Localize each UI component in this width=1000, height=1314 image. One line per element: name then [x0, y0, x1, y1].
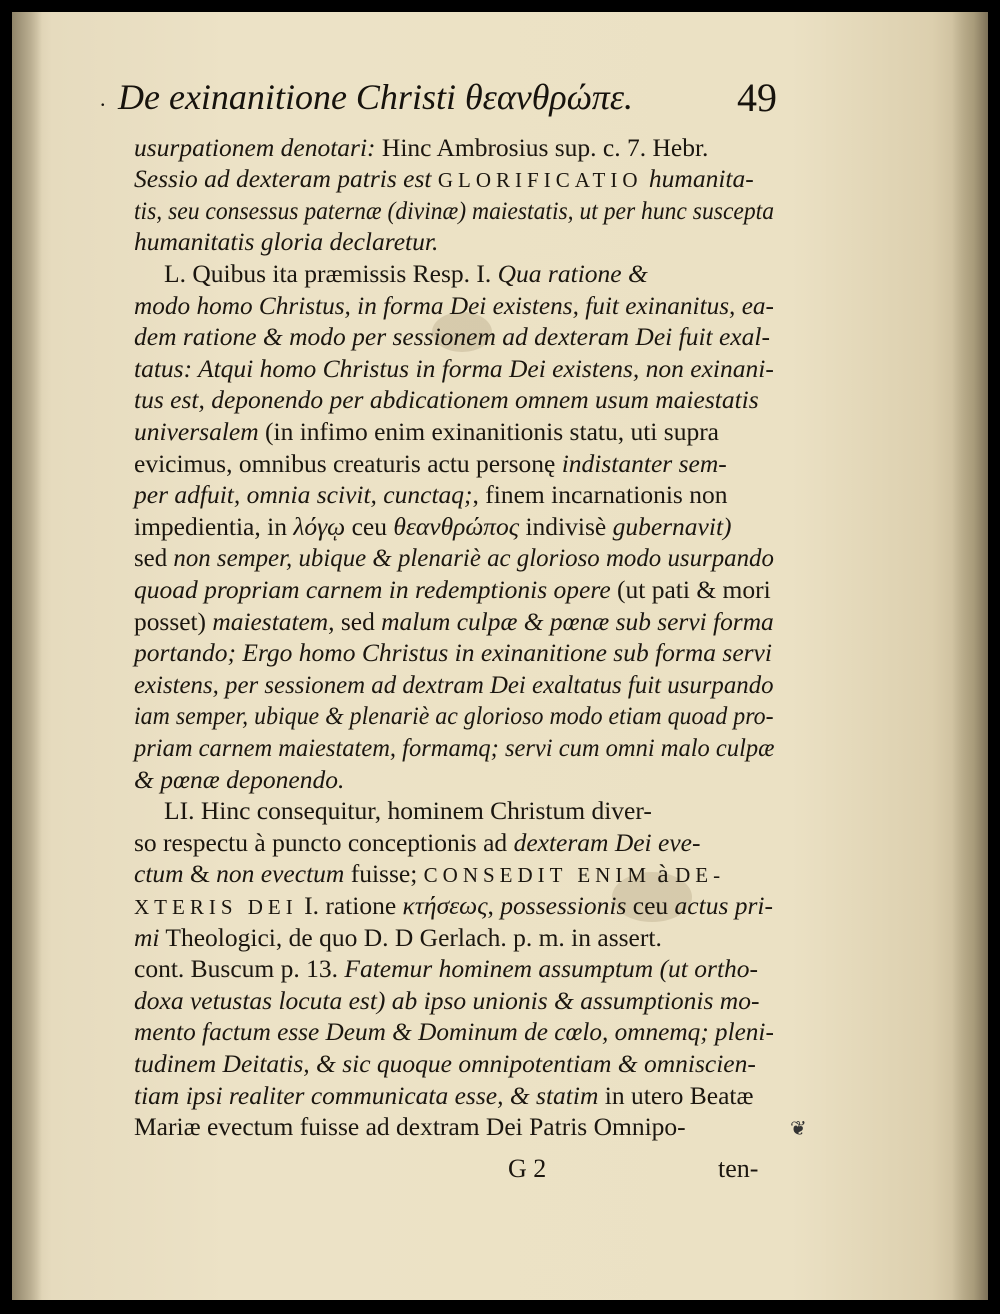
text-line: ctum & non evectum fuisse; CONSEDIT ENIM à DE-: [134, 859, 726, 888]
text-line: humanitatis gloria declaretur.: [134, 227, 439, 256]
gutter-shadow: [12, 12, 42, 1300]
text-line: doxa vetustas locuta est) ab ipso unionis & assumptionis mo-: [134, 986, 760, 1015]
signature-mark: G 2: [508, 1154, 547, 1183]
header-dot: .: [100, 86, 106, 111]
text-line: iam semper, ubique & plenariè ac glorioso modo etiam quoad pro-: [134, 701, 774, 730]
text-line: quoad propriam carnem in redemptionis opere (ut pati & mori: [134, 575, 771, 604]
text-line: so respectu à puncto conceptionis ad dexteram Dei eve-: [134, 828, 701, 857]
text-line: Mariæ evectum fuisse ad dextram Dei Patris Omnipo-: [134, 1112, 686, 1141]
text-line: tatus: Atqui homo Christus in forma Dei existens, non exinani-: [134, 354, 774, 383]
text-line: tis, seu consessus paternæ (divinæ) maiestatis, ut per hunc suscepta: [134, 196, 775, 225]
catchword: ten-: [718, 1154, 759, 1183]
text-line: priam carnem maiestatem, formamq; servi cum omni malo culpæ: [134, 733, 775, 762]
text-line: & pœnæ deponendo.: [134, 765, 345, 794]
paragraph-LI-start: LI. Hinc consequitur, hominem Christum diver-: [164, 796, 652, 825]
text-line: impedientia, in λόγῳ ceu θεανθρώπος indivisè gubernavit): [134, 512, 732, 541]
text-line: modo homo Christus, in forma Dei existens, fuit exinanitus, ea-: [134, 291, 774, 320]
running-title: De exinanitione Christi θεανθρώπε.: [118, 77, 634, 117]
text-line: sed non semper, ubique & plenariè ac glorioso modo usurpando: [134, 543, 774, 572]
text-line: tiam ipsi realiter communicata esse, & statim in utero Beatæ: [134, 1081, 754, 1110]
text-line: universalem (in infimo enim exinanitionis statu, uti supra: [134, 417, 719, 446]
text-line: Sessio ad dexteram patris est GLORIFICATIO humanita-: [134, 164, 754, 193]
running-header: [100, 74, 800, 130]
text-line: cont. Buscum p. 13. Fatemur hominem assumptum (ut ortho-: [134, 954, 759, 983]
text-line: existens, per sessionem ad dextram Dei exaltatus fuit usurpando: [134, 670, 774, 699]
text-line: mi Theologici, de quo D. D Gerlach. p. m. in assert.: [134, 923, 662, 952]
page-edge-shadow: [952, 12, 988, 1300]
text-line: XTERIS DEI I. ratione κτήσεως, possessionis ceu actus pri-: [134, 891, 773, 920]
text-line: portando; Ergo homo Christus in exinanitione sub forma servi: [134, 638, 772, 667]
text-line: evicimus, omnibus creaturis actu personę indistanter sem-: [134, 449, 727, 478]
text-line: per adfuit, omnia scivit, cunctaq;, finem incarnationis non: [134, 480, 728, 509]
page-number: 49: [737, 75, 777, 120]
text-line: mento factum esse Deum & Dominum de cœlo, omnemq; pleni-: [134, 1017, 774, 1046]
text-line: posset) maiestatem, sed malum culpæ & pœnæ sub servi forma: [134, 607, 774, 636]
marginal-mark: ❦: [790, 1118, 807, 1140]
text-line: usurpationem denotari: Hinc Ambrosius sup. c. 7. Hebr.: [134, 133, 709, 162]
paragraph-L-start: L. Quibus ita præmissis Resp. I. Qua ratione &: [164, 259, 648, 288]
text-line: tus est, deponendo per abdicationem omnem usum maiestatis: [134, 385, 759, 414]
text-line: tudinem Deitatis, & sic quoque omnipotentiam & omniscien-: [134, 1049, 756, 1078]
book-page: [12, 12, 988, 1300]
text-line: dem ratione & modo per sessionem ad dexteram Dei fuit exal-: [134, 322, 770, 351]
